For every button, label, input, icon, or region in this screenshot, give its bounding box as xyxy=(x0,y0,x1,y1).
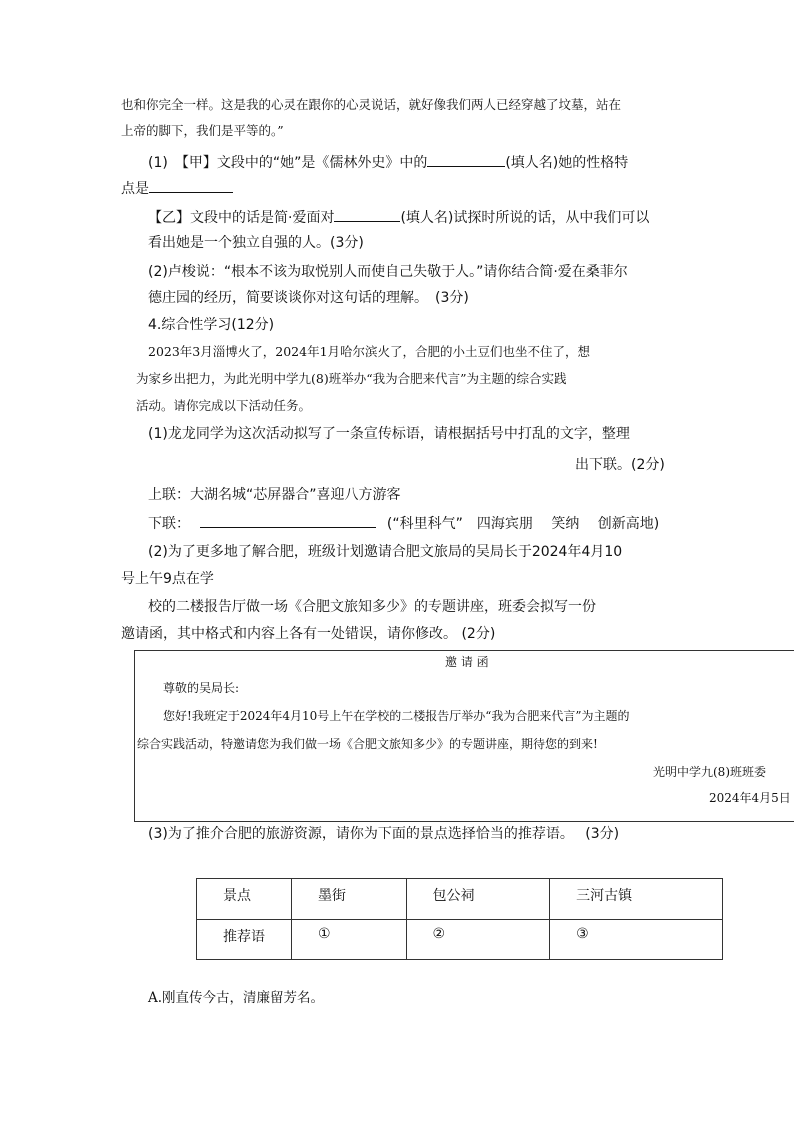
q4-s2-line-3: 校的二楼报告厅做一场《合肥文旅知多少》的专题讲座，班委会拟写一份 xyxy=(148,599,596,615)
table-header-cell: 墨街 xyxy=(292,879,407,920)
q3-jia-after: (填人名)她的性格特 xyxy=(505,155,629,171)
q3-jia-label: (1) 【甲】文段中的“她”是《儒林外史》中的 xyxy=(148,155,428,171)
q4-s1-line-2: 出下联。(2分) xyxy=(575,457,665,473)
answer-blank[interactable] xyxy=(200,513,376,528)
table-header-cell: 三河古镇 xyxy=(550,879,723,920)
table-cell[interactable]: ① xyxy=(292,919,407,960)
answer-blank[interactable] xyxy=(334,207,400,222)
couplet-lower-label: 下联： xyxy=(148,516,190,532)
q4-s2-line-4: 邀请函，其中格式和内容上各有一处错误，请你修改。 (2分) xyxy=(121,626,496,642)
q3-yi-label: 【乙】文段中的话是简·爱面对 xyxy=(148,210,335,226)
intro-line-2: 上帝的脚下，我们是平等的。” xyxy=(121,123,284,138)
q4-title: 4.综合性学习(12分) xyxy=(148,317,275,333)
table-header-cell: 景点 xyxy=(197,879,292,920)
letter-body-2: 综合实践活动，特邀请您为我们做一场《合肥文旅知多少》的专题讲座，期待您的到来! xyxy=(137,737,598,751)
answer-blank[interactable] xyxy=(427,152,505,167)
option-a: A.刚直传今古，清廉留芳名。 xyxy=(148,990,325,1006)
table-row xyxy=(197,879,723,920)
intro-line-1: 也和你完全一样。这是我的心灵在跟你的心灵说话，就好像我们两人已经穿越了坟墓，站在 xyxy=(121,97,622,112)
q4-s2-line-2: 号上午9点在学 xyxy=(121,571,214,587)
q4-intro-1: 2023年3月淄博火了，2024年1月哈尔滨火了，合肥的小土豆们也坐不住了，想 xyxy=(148,344,591,359)
letter-title: 邀 请 函 xyxy=(445,655,489,669)
q4-intro-3: 活动。请你完成以下活动任务。 xyxy=(136,398,312,413)
q4-s3-line: (3)为了推介合肥的旅游资源，请你为下面的景点选择恰当的推荐语。 (3分) xyxy=(148,826,620,842)
q4-intro-2: 为家乡出把力，为此光明中学九(8)班举办“我为合肥来代言”为主题的综合实践 xyxy=(136,371,567,386)
letter-body-1: 您好!我班定于2024年4月10号上午在学校的二楼报告厅举办“我为合肥来代言”为主题的 xyxy=(163,709,630,723)
letter-salutation: 尊敬的吴局长: xyxy=(163,681,240,695)
q3-jia-line-2 xyxy=(121,178,233,199)
q3-yi-after: (填人名)试探时所说的话，从中我们可以 xyxy=(400,210,650,226)
table-row xyxy=(197,919,723,960)
q3-sub2-line-2: 德庄园的经历，简要谈谈你对这句话的理解。 (3分) xyxy=(148,290,469,306)
table-header-cell: 包公祠 xyxy=(406,879,550,920)
q4-s1-line-1: (1)龙龙同学为这次活动拟写了一条宣传标语，请根据括号中打乱的文字，整理 xyxy=(148,426,630,442)
letter-date: 2024年4月5日 xyxy=(709,791,791,805)
q3-sub2-line-1: (2)卢梭说：“根本不该为取悦别人而使自己失敬于人。”请你结合简·爱在桑菲尔 xyxy=(148,264,628,280)
table-cell: 推荐语 xyxy=(197,919,292,960)
q3-jia-line2-text: 点是 xyxy=(121,181,149,197)
couplet-upper: 上联：大湖名城“芯屏器合”喜迎八方游客 xyxy=(148,487,401,503)
q3-yi-line xyxy=(148,207,649,228)
letter-signature: 光明中学九(8)班班委 xyxy=(653,765,766,779)
q3-jia-line xyxy=(148,152,628,173)
recommendation-table xyxy=(196,878,723,960)
invitation-letter xyxy=(134,650,794,822)
q3-yi-line-2: 看出她是一个独立自强的人。(3分) xyxy=(148,235,364,251)
table-cell[interactable]: ③ xyxy=(550,919,723,960)
couplet-lower xyxy=(148,513,659,534)
answer-blank[interactable] xyxy=(149,178,233,193)
table-cell[interactable]: ② xyxy=(406,919,550,960)
q4-s2-line-1: (2)为了更多地了解合肥，班级计划邀请合肥文旅局的吴局长于2024年4月10 xyxy=(148,544,623,560)
couplet-lower-hint: (“科里科气” 四海宾朋 笑纳 创新高地) xyxy=(386,516,660,532)
